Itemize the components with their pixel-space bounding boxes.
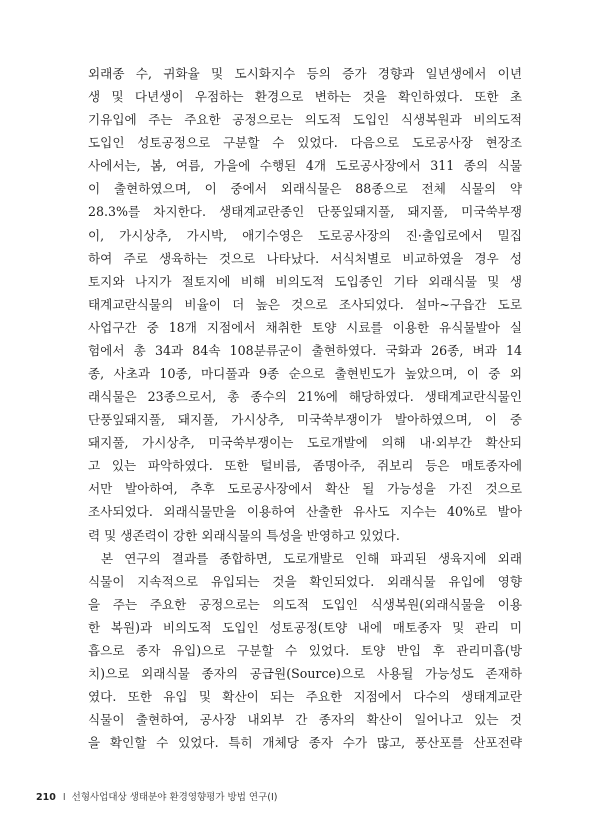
page-number: 210 xyxy=(36,792,56,803)
body-line: 식물이 지속적으로 유입되는 것을 확인되었다. 외래식물 유입에 영향 xyxy=(88,573,522,589)
body-line: 종, 사초과 10종, 마디풀과 9종 순으로 출현빈도가 높았으며, 이 중 외 xyxy=(88,366,522,382)
body-line: 이 출현하였으며, 이 중에서 외래식물은 88종으로 전체 식물의 약 xyxy=(88,181,522,197)
body-line: 래식물은 23종으로서, 총 종수의 21%에 해당하였다. 생태계교란식물인 xyxy=(88,389,522,405)
body-line: 돼지풀, 가시상추, 미국쑥부쟁이는 도로개발에 의해 내·외부간 확산되 xyxy=(88,435,522,451)
body-line: 였다. 또한 유입 및 확산이 되는 주요한 지점에서 다수의 생태계교란 xyxy=(88,689,522,705)
footer-separator: I xyxy=(62,792,66,803)
body-line: 흡으로 종자 유입)으로 구분할 수 있었다. 토양 반입 후 관리미흡(방 xyxy=(88,642,522,658)
body-line: 력 및 생존력이 강한 외래식물의 특성을 반영하고 있었다. xyxy=(88,527,400,543)
body-line: 을 주는 주요한 공정으로는 의도적 도입인 식생복원(외래식물을 이용 xyxy=(88,596,522,612)
body-line: 서만 발아하여, 추후 도로공사장에서 확산 될 가능성을 가진 것으로 xyxy=(88,481,522,497)
body-line: 사업구간 중 18개 지점에서 채취한 토양 시료를 이용한 유식물발아 실 xyxy=(88,319,522,335)
body-line: 한 복원)과 비의도적 도입인 성토공정(토양 내에 매토종자 및 관리 미 xyxy=(88,619,522,635)
body-line: 하여 주로 생육하는 것으로 나타났다. 서식처별로 비교하였을 경우 성 xyxy=(88,250,522,266)
body-line: 험에서 총 34과 84속 108분류군이 출현하였다. 국화과 26종, 벼과 14 xyxy=(88,342,522,358)
body-line: 식물이 출현하여, 공사장 내외부 간 종자의 확산이 일어나고 있는 것 xyxy=(88,712,522,728)
body-line: 도입인 성토공정으로 구분할 수 있었다. 다음으로 도로공사장 현장조 xyxy=(88,135,522,151)
body-line: 을 확인할 수 있었다. 특히 개체당 종자 수가 많고, 풍산포를 산포전략 xyxy=(88,735,522,751)
body-line: 고 있는 파악하였다. 또한 털비름, 좀명아주, 쥐보리 등은 매토종자에 xyxy=(88,458,522,474)
body-line: 본 연구의 결과를 종합하면, 도로개발로 인해 파괴된 생육지에 외래 xyxy=(101,550,522,566)
body-line: 생 및 다년생이 우점하는 환경으로 변하는 것을 확인하였다. 또한 초 xyxy=(88,89,522,105)
body-line: 외래종 수, 귀화율 및 도시화지수 등의 증가 경향과 일년생에서 이년 xyxy=(88,66,522,81)
body-line: 태계교란식물의 비율이 더 높은 것으로 조사되었다. 설마~구읍간 도로 xyxy=(88,296,522,312)
body-line: 기유입에 주는 주요한 공정으로는 의도적 도입인 식생복원과 비의도적 xyxy=(88,112,522,128)
body-line: 토지와 나지가 절토지에 비해 비의도적 도입종인 기타 외래식물 및 생 xyxy=(88,273,522,289)
body-line: 조사되었다. 외래식물만을 이용하여 산출한 유사도 지수는 40%로 발아 xyxy=(88,504,522,520)
body-line: 이, 가시상추, 가시박, 애기수영은 도로공사장의 진·출입로에서 밀집 xyxy=(88,227,522,243)
body-line: 단풍잎돼지풀, 돼지풀, 가시상추, 미국쑥부쟁이가 발아하였으며, 이 중 xyxy=(88,412,522,428)
body-line: 치)으로 외래식물 종자의 공급원(Source)으로 사용될 가능성도 존재하 xyxy=(88,666,522,682)
body-line: 사에서는, 봄, 여름, 가을에 수행된 4개 도로공사장에서 311 종의 식물 xyxy=(88,158,522,174)
body-text xyxy=(88,62,522,754)
page-footer xyxy=(36,789,278,803)
body-line: 28.3%를 차지한다. 생태계교란종인 단풍잎돼지풀, 돼지풀, 미국쑥부쟁 xyxy=(88,204,522,220)
series-title: 선형사업대상 생태분야 환경영향평가 방법 연구(Ⅰ) xyxy=(71,792,278,803)
